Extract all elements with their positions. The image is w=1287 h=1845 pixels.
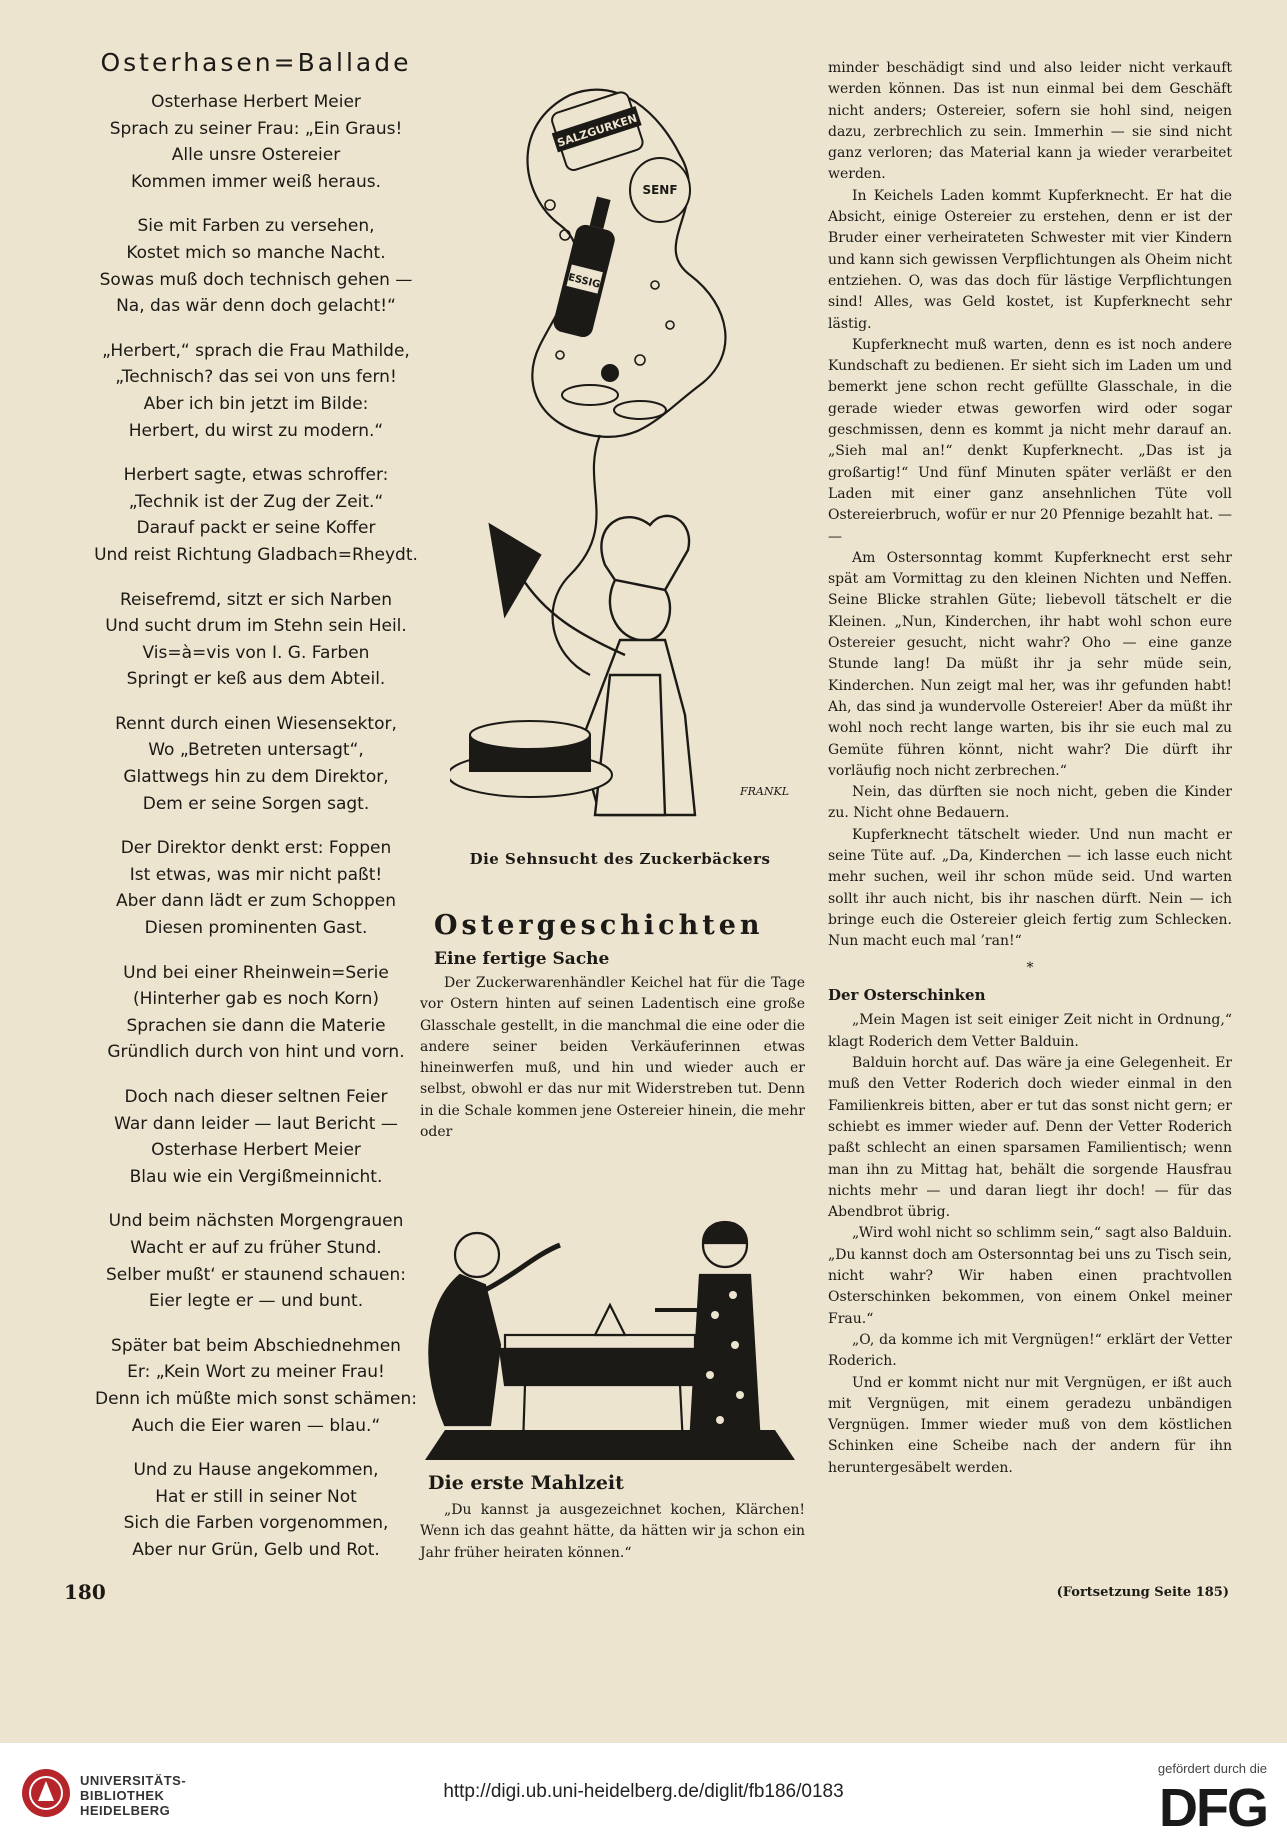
- poem-line: Selber mußt‘ er staunend schauen:: [105, 1264, 407, 1285]
- poem-line: Herbert, du wirst zu modern.“: [128, 420, 384, 441]
- poem-line: Und zu Hause angekommen,: [133, 1460, 379, 1481]
- poem-title: Osterhasen=Ballade: [100, 48, 412, 77]
- poem-line: Aber ich bin jetzt im Bilde:: [143, 393, 369, 414]
- poem-line: „Herbert,“ sprach die Frau Mathilde,: [102, 340, 410, 361]
- poem-line: Sie mit Farben zu versehen,: [137, 216, 375, 237]
- poem-line: Wo „Betreten untersagt“,: [148, 740, 364, 761]
- table-top: [505, 1335, 695, 1349]
- poem-stanza: [78, 338, 434, 444]
- poem-line: Aber nur Grün, Gelb und Rot.: [132, 1539, 380, 1560]
- story-title-osterschinken: Der Osterschinken: [828, 986, 986, 1005]
- poem-line: Eier legte er — und bunt.: [148, 1291, 364, 1312]
- poem-line: Kostet mich so manche Nacht.: [126, 242, 386, 263]
- man-head: [455, 1233, 499, 1277]
- dfg-logo: DFG: [1159, 1778, 1267, 1838]
- piping-bag: [490, 525, 540, 615]
- bubble-food: [562, 365, 666, 419]
- poem-line: „Technik ist der Zug der Zeit.“: [128, 491, 384, 512]
- story-paragraph: Und er kommt nicht nur mit Vergnügen, er ißt auch mit Vergnügen, mit einem geradezu unbändigen Vergnügen. Immer wieder muß von dem köstlichen Schinken eine Scheibe nach der andern für ihn heruntergesäbelt werden.: [828, 1374, 1232, 1476]
- story-paragraph: „Mein Magen ist seit einiger Zeit nicht in Ordnung,“ klagt Roderich dem Vetter Balduin.: [828, 1012, 1232, 1050]
- story-text: Der Zuckerwarenhändler Keichel hat für die Tage vor Ostern hinten auf seinen Ladentisch eine große Glasschale gestellt, in die manchmal die eine oder die andere seiner beiden Verkäuferinnen etwas hineinwerfen muß, und hin und wieder auch er selbst, obwohl er das nur mit Widerstreben tut. Denn in die Schale kommen jene Ostereier hinein, die mehr oder: [420, 975, 805, 1141]
- poem-line: Und reist Richtung Gladbach=Rheydt.: [94, 544, 418, 565]
- story-paragraph: Kupferknecht muß warten, denn es ist noch andere Kundschaft zu bedienen. Er sieht sich im Laden um und bemerkt jene schon recht gefüllte Glasschale, in die gerade wieder etwas geworfen wird oder sogar geschmissen, denn es kommt ja nicht mehr darauf an. „Sieh mal an!“ denkt Kupferknecht. „Das ist ja großartig!“ Und fünf Minuten später verläßt er den Laden mit einer ganz ansehnlichen Tüte voll Ostereierbruch, wofür er nur 20 Pfennige bezahlt hat. — —: [828, 336, 1232, 545]
- poem-line: Denn ich müßte mich sonst schämen:: [94, 1388, 417, 1409]
- poem-line: Sich die Farben vorgenommen,: [123, 1513, 389, 1534]
- poem-line: Blau wie ein Vergißmeinnicht.: [129, 1166, 383, 1187]
- story-title-fertige-sache: Eine fertige Sache: [434, 949, 610, 969]
- poem-line: Na, das wär denn doch gelacht!“: [116, 296, 396, 317]
- institution-line: HEIDELBERG: [80, 1803, 171, 1818]
- poem-line: Kommen immer weiß heraus.: [130, 171, 382, 192]
- poem-line: Vis=à=vis von I. G. Farben: [142, 642, 370, 663]
- poem-line: Aber dann lädt er zum Schoppen: [115, 891, 397, 912]
- poem-line: Rennt durch einen Wiesensektor,: [115, 713, 397, 734]
- continuation-note: (Fortsetzung Seite 185): [1056, 1585, 1229, 1600]
- poem-line: Ist etwas, was mir nicht paßt!: [129, 864, 383, 885]
- woman-hair: [703, 1222, 747, 1243]
- dish: [595, 1305, 625, 1335]
- poem-line: Gründlich durch von hint und vorn.: [107, 1042, 405, 1063]
- poem-line: Osterhase Herbert Meier: [151, 92, 361, 112]
- tablecloth: [500, 1349, 700, 1385]
- poem-line: Auch die Eier waren — blau.“: [131, 1415, 381, 1436]
- story-text-continued: minder beschädigt sind und also leider nicht verkauft werden können. Das ist nun einmal bei dem Geschäft nicht anders; Ostereier, sofern sie hohl sind, neigen dazu, zerbrechlich zu sein. Immerhin — sie sind nicht ganz verloren; das Material kann ja wieder verarbeitet werden.: [828, 60, 1232, 183]
- poem-line: Sprachen sie dann die Materie: [126, 1015, 386, 1036]
- poem-line: Darauf packt er seine Koffer: [136, 518, 376, 539]
- story-paragraph: Am Ostersonntag kommt Kupferknecht erst sehr spät am Vormittag zu den kleinen Nichten und Neffen. Seine Blicke strahlen Güte; liebevoll tätschelt er die Kleinen. „Nun, Kinderchen, ihr habt wohl schon eure Ostereier gesucht, nicht wahr? Oho — eine ganze Stunde lang! Da müßt ihr ja sehr müde sein, Kinderchen. Nun zeigt mal her, was ihr gefunden habt! Ah, das sind ja wundervolle Ostereier! Aber da müßt ihr wohl noch recht lange warten, bis ihr sie euch mal zu Gemüte führen könnt, nicht wahr? Die dürft ihr vorläufig noch nicht zerbrechen.“: [828, 549, 1232, 779]
- poem-line: Osterhase Herbert Meier: [151, 1140, 361, 1161]
- poem-line: Glattwegs hin zu dem Direktor,: [123, 767, 389, 788]
- confectioner-illustration: [450, 55, 790, 835]
- poem-line: Und sucht drum im Stehn sein Heil.: [105, 616, 407, 637]
- institution-line: BIBLIOTHEK: [80, 1788, 165, 1803]
- jar-label-essig: ESSIG: [566, 272, 602, 291]
- funding-note: gefördert durch die: [1157, 1761, 1267, 1776]
- poem-line: Sowas muß doch technisch gehen —: [99, 269, 413, 290]
- poem-line: Der Direktor denkt erst: Foppen: [120, 838, 392, 859]
- poem-column: [78, 48, 434, 1582]
- poem-stanza: [78, 587, 434, 693]
- story-paragraph: Balduin horcht auf. Das wäre ja eine Gelegenheit. Er muß den Vetter Roderich doch wieder einmal in den Familienkreis bitten, aber er tut das sonst nicht gern; er schiebt es immer wieder auf. Denn der Vetter Roderich paßt schlecht an einen sparsamen Familientisch; wenn man ihn zu Mittag hat, behält die sorgende Hausfrau nichts mehr — und daran liegt ihr doch! — für das Abendbrot übrig.: [828, 1055, 1232, 1221]
- story-text: „Du kannst ja ausgezeichnet kochen, Klärchen! Wenn ich das geahnt hätte, da hätten wir ja schon ein Jahr früher heiraten können.“: [420, 1502, 805, 1561]
- jar-label-senf: SENF: [642, 183, 678, 197]
- vinegar-bottle: [551, 194, 624, 340]
- artist-signature: FRANKL: [745, 1467, 790, 1478]
- woman-dress: [690, 1275, 760, 1445]
- poem-line: Wacht er auf zu früher Stund.: [130, 1237, 382, 1258]
- poem-line: Später bat beim Abschiednehmen: [111, 1335, 401, 1356]
- story-paragraph: „Wird wohl nicht so schlimm sein,“ sagt also Balduin. „Du kannst doch am Ostersonntag bei uns zu Tisch sein, nicht wahr? Wir haben einen prachtvollen Osterschinken bekommen, von einem Onkel meiner Frau.“: [828, 1225, 1232, 1327]
- poem-line: Reisefremd, sitzt er sich Narben: [119, 589, 393, 610]
- page-number: 180: [64, 1580, 106, 1604]
- poem-stanza: [78, 835, 434, 941]
- story-paragraph: In Keichels Laden kommt Kupferknecht. Er hat die Absicht, einige Ostereier zu erstehen, denn er ist der Bruder einer verheirateten Schwester mit vier Kindern und kann sich gewissen Verpflichtungen als Oheim nicht entziehen. O, was das doch für lästige Verpflichtungen sind! Alles, was Geld kostet, ist Kupferknecht sehr lästig.: [828, 187, 1232, 332]
- poem-line: Er: „Kein Wort zu meiner Frau!: [127, 1362, 385, 1383]
- digitization-footer: [0, 1743, 1287, 1845]
- poem-line: (Hinterher gab es noch Korn): [133, 989, 379, 1010]
- poem-stanza: [78, 89, 434, 195]
- poem-line: Herbert sagte, etwas schroffer:: [123, 465, 389, 486]
- cake: [450, 721, 612, 797]
- poem-line: Springt er keß aus dem Abteil.: [126, 669, 386, 690]
- section-separator: *: [1026, 960, 1034, 977]
- story-title-erste-mahlzeit: Die erste Mahlzeit: [428, 1472, 624, 1494]
- poem-stanza: [78, 1084, 434, 1190]
- jar-label-salzgurken: SALZGURKEN: [555, 111, 639, 150]
- artist-signature: FRANKL: [740, 785, 790, 798]
- illustration-caption: Die Sehnsucht des Zuckerbäckers: [469, 850, 771, 868]
- poem-line: Und bei einer Rheinwein=Serie: [123, 962, 389, 983]
- poem-stanzas: [78, 89, 434, 1564]
- man-body: [429, 1275, 500, 1425]
- poem-line: Alle unsre Ostereier: [171, 145, 341, 166]
- dinner-couple-illustration: [415, 1195, 805, 1480]
- poem-stanza: [78, 1457, 434, 1563]
- section-heading: Ostergeschichten: [434, 910, 764, 941]
- poem-stanza: [78, 711, 434, 817]
- poem-line: Diesen prominenten Gast.: [144, 918, 368, 939]
- story-erste-mahlzeit: [420, 1472, 805, 1564]
- poem-line: War dann leider — laut Bericht —: [114, 1113, 398, 1134]
- story-paragraph: Nein, das dürften sie noch nicht, geben die Kinder zu. Nicht ohne Bedauern.: [828, 784, 1232, 822]
- poem-line: Sprach zu seiner Frau: „Ein Graus!: [109, 118, 403, 139]
- poem-stanza: [78, 960, 434, 1066]
- poem-stanza: [78, 462, 434, 568]
- poem-line: Hat er still in seiner Not: [155, 1486, 357, 1507]
- baker-head: [610, 580, 670, 640]
- poem-line: Und beim nächsten Morgengrauen: [108, 1211, 404, 1232]
- story-paragraph: „O, da komme ich mit Vergnügen!“ erklärt der Vetter Roderich.: [828, 1331, 1232, 1370]
- poem-line: „Technisch? das sei von uns fern!: [115, 367, 397, 388]
- poem-stanza: [78, 1208, 434, 1314]
- permalink-url[interactable]: http://digi.ub.uni-heidelberg.de/diglit/fb186/0183: [443, 1781, 844, 1802]
- mustard-pot: [630, 158, 690, 222]
- story-paragraph: Kupferknecht tätschelt wieder. Und nun macht er seine Tüte auf. „Da, Kinderchen — ich lasse euch nicht mehr suchen, weil ihr schon müde seid. Und warten sollt ihr auch nicht, bis ihr naschen dürft. Nein — ich bringe euch die Ostereier gleich fertig zum Schlecken. Nun macht euch mal ’ran!“: [828, 826, 1232, 950]
- stories-right-column: [828, 58, 1232, 1479]
- stories-middle-column: [420, 910, 805, 1143]
- poem-stanza: [78, 213, 434, 319]
- poem-stanza: [78, 1333, 434, 1439]
- baker-arm: [520, 575, 625, 655]
- institution-line: UNIVERSITÄTS-: [80, 1773, 187, 1788]
- poem-line: Doch nach dieser seltnen Feier: [124, 1087, 388, 1107]
- poem-line: Dem er seine Sorgen sagt.: [142, 793, 370, 814]
